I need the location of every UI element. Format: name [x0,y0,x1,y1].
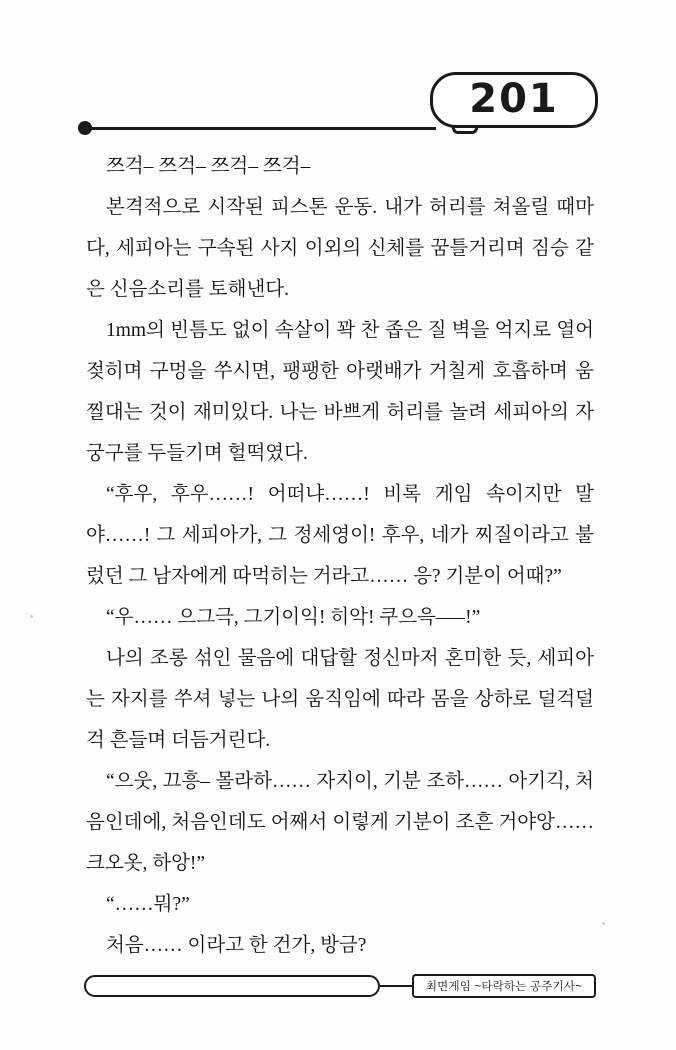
paragraph-dialogue: “……뭐?” [106,894,190,915]
paragraph-dialogue: “후우, 후우……! 어떠냐……! 비록 게임 속이지만 말야……! 그 세피아가, 그 정세영이! 후우, 네가 찌질이라고 불렀던 그 남자에게 따먹히는 거라고…… 응? 기분이 어때?” [86,484,594,587]
paragraph: 처음…… 이라고 한 건가, 방금? [106,935,367,956]
paragraph-dialogue: “으웃, 끄흥– 몰라하…… 자지이, 기분 조하…… 아기긱, 처음인데에, 처음인데도 어째서 이렇게 기분이 조흔 거야앙…… 크오옷, 하앙!” [86,771,594,874]
page-number-badge [430,72,598,128]
footer-decoration-bar [84,975,380,997]
header-rule-dot-icon [78,121,92,135]
paragraph-dialogue: “우…… 으그극, 그기이익! 히악! 쿠으윽–––!” [106,607,481,628]
scan-speckle [602,922,605,925]
footer-connector-line [380,985,412,987]
page-body-text [86,146,594,966]
header-rule [84,127,436,130]
paragraph: 나의 조롱 섞인 물음에 대답할 정신마저 혼미한 듯, 세피아는 자지를 쑤셔 넣는 나의 움직임에 따라 몸을 상하로 덜걱덜걱 흔들며 더듬거린다. [86,648,594,751]
paragraph: 본격적으로 시작된 피스톤 운동. 내가 허리를 쳐올릴 때마다, 세피아는 구속된 사지 이외의 신체를 꿈틀거리며 짐승 같은 신음소리를 토해낸다. [86,197,594,300]
page-number: 201 [469,76,559,122]
paragraph: 1mm의 빈틈도 없이 속살이 꽉 찬 좁은 질 벽을 억지로 열어젖히며 구멍을 쑤시면, 팽팽한 아랫배가 거칠게 호흡하며 움찔대는 것이 재미있다. 나는 바쁘게 허리를 놀려 세피아의 자궁구를 두들기며 헐떡였다. [86,320,594,464]
scan-speckle [30,615,33,618]
paragraph: 쯔걱– 쯔걱– 쯔걱– 쯔걱– [106,156,311,177]
footer-book-title: 최면게임 ~타락하는 공주기사~ [412,974,596,998]
